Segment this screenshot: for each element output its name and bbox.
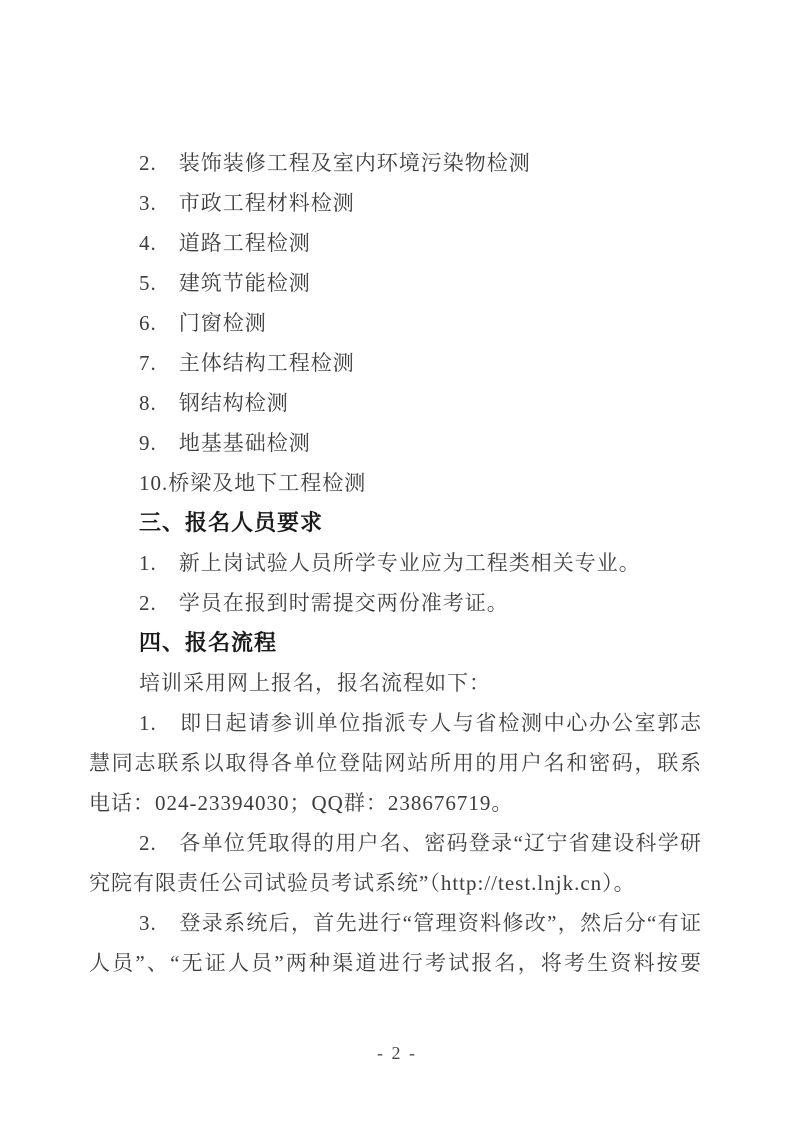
document-line: 慧同志联系以取得各单位登陆网站所用的用户名和密码，联系 xyxy=(89,751,702,775)
document-line: 10.桥梁及地下工程检测 xyxy=(139,471,367,495)
document-line: 1. 即日起请参训单位指派专人与省检测中心办公室郭志 xyxy=(139,711,702,735)
document-line: 9. 地基基础检测 xyxy=(139,431,311,455)
document-line: 3. 市政工程材料检测 xyxy=(139,191,355,215)
page-number: - 2 - xyxy=(377,1043,417,1063)
document-line: 8. 钢结构检测 xyxy=(139,391,289,415)
document-line: 2. 学员在报到时需提交两份准考证。 xyxy=(139,591,509,615)
document-line: 人员”、“无证人员”两种渠道进行考试报名，将考生资料按要 xyxy=(89,951,702,975)
document-line: 6. 门窗检测 xyxy=(139,311,267,335)
section-heading: 四、报名流程 xyxy=(139,630,278,655)
section-heading: 三、报名人员要求 xyxy=(139,510,324,535)
document-line: 4. 道路工程检测 xyxy=(139,231,311,255)
document-line: 7. 主体结构工程检测 xyxy=(139,351,355,375)
document-line: 1. 新上岗试验人员所学专业应为工程类相关专业。 xyxy=(139,551,641,575)
document-line: 究院有限责任公司试验员考试系统”（http://test.lnjk.cn）。 xyxy=(89,871,636,895)
document-line: 培训采用网上报名，报名流程如下： xyxy=(139,671,491,695)
document-line: 5. 建筑节能检测 xyxy=(139,271,311,295)
document-line: 电话：024-23394030；QQ群：238676719。 xyxy=(89,791,514,815)
document-body xyxy=(89,143,702,983)
document-line: 2. 各单位凭取得的用户名、密码登录“辽宁省建设科学研 xyxy=(139,831,702,855)
document-line: 2. 装饰装修工程及室内环境污染物检测 xyxy=(139,151,531,175)
document-line: 3. 登录系统后，首先进行“管理资料修改”，然后分“有证 xyxy=(139,911,702,935)
